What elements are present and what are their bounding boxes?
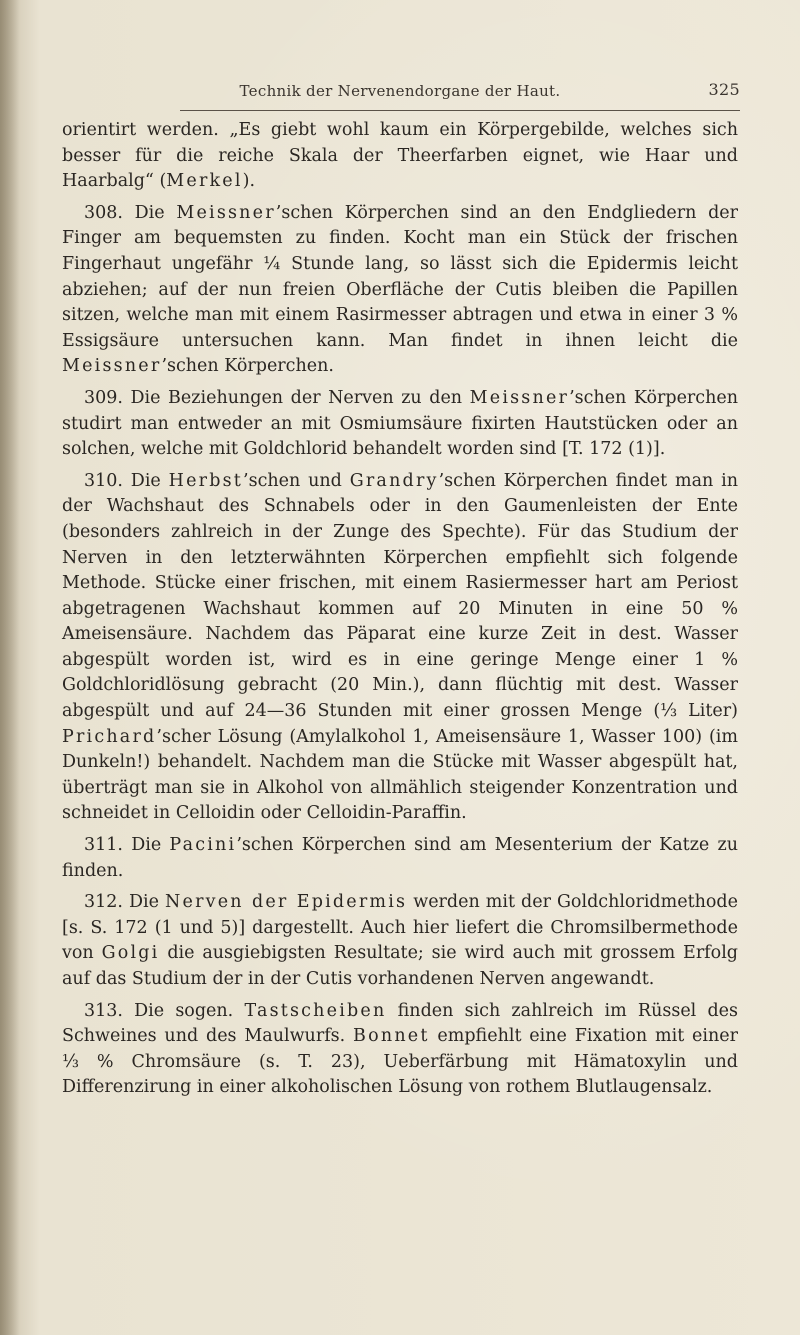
- paragraph-310: 310. Die Herbst’schen und Grandry’schen Körperchen findet man in der Wachshaut des Schnabels oder in den Gaumenleisten der Ente (besonders zahlreich in der Zunge des Spechte). Für das Studium der Nerven in den letzterwähnten Körperchen empfiehlt sich folgende Methode. Stücke einer frischen, mit einem Rasiermesser hart am Periost abgetragenen Wachshaut kommen auf 20 Minuten in eine 50 % Ameisensäure. Nachdem das Päparat eine kurze Zeit in dest. Wasser abgespült worden ist, wird es in eine geringe Menge einer 1 % Goldchloridlösung gebracht (20 Min.), dann flüchtig mit dest. Wasser abgespült und auf 24—36 Stunden mit einer grossen Menge (⅓ Liter) Prichard’scher Lösung (Amylalkohol 1, Ameisensäure 1, Wasser 100) (im Dunkeln!) behandelt. Nachdem man die Stücke mit Wasser abgespült hat, überträgt man sie in Alkohol von allmählich steigender Konzentration und schneidet in Celloidin oder Celloidin-Paraffin.: [62, 470, 738, 824]
- body-text: [62, 118, 738, 1101]
- author-name: Meissner: [176, 202, 276, 223]
- paragraph-313: 313. Die sogen. Tastscheiben finden sich zahlreich im Rüssel des Schweines und des Maulwurfs. Bonnet empfiehlt eine Fixation mit einer ⅓ % Chromsäure (s. T. 23), Ueberfärbung mit Hämatoxylin und Differenzirung in einer alkoholischen Lösung von rothem Blutlaugensalz.: [62, 1000, 739, 1098]
- header-rule: [180, 110, 740, 111]
- emphasized-term: Tastscheiben: [244, 1000, 387, 1021]
- author-name: Pacini: [169, 835, 237, 856]
- running-head: [60, 82, 740, 106]
- paragraph-311: 311. Die Pacini’schen Körperchen sind am Mesenterium der Katze zu finden.: [62, 835, 738, 881]
- paragraph-309: 309. Die Beziehungen der Nerven zu den Meissner’schen Körperchen studirt man entweder an mit Osmiumsäure fixirten Hautstücken oder an solchen, welche mit Goldchlorid behandelt worden sind [T. 172 (1)].: [62, 387, 738, 460]
- author-name: Golgi: [101, 943, 160, 964]
- author-name: Herbst: [168, 470, 244, 491]
- emphasized-term: Nerven der Epidermis: [165, 892, 408, 913]
- author-name: Meissner: [469, 387, 570, 408]
- binding-shadow: [0, 0, 20, 1335]
- author-name: Meissner: [62, 356, 162, 377]
- paragraph-312: 312. Die Nerven der Epidermis werden mit der Goldchloridmethode [s. S. 172 (1 und 5)] dargestellt. Auch hier liefert die Chromsilbermethode von Golgi die ausgiebigsten Resultate; sie wird auch mit grossem Erfolg auf das Studium der in der Cutis vorhandenen Nerven angewandt.: [62, 892, 738, 989]
- author-name: Prichard: [62, 726, 157, 747]
- paragraph-continuation: orientirt werden. „Es giebt wohl kaum ein Körpergebilde, welches sich besser für die reiche Skala der Theerfarben eignet, wie Haar und Haarbalg“ (Merkel).: [62, 120, 738, 192]
- paragraph-308: 308. Die Meissner’schen Körperchen sind an den Endgliedern der Finger am bequemsten zu finden. Kocht man ein Stück der frischen Fingerhaut ungefähr ¼ Stunde lang, so lässt sich die Epidermis leicht abziehen; auf der nun freien Oberfläche der Cutis bleiben die Papillen sitzen, welche man mit einem Rasirmesser abtragen und etwa in einer 3 % Essigsäure untersuchen kann. Man findet in ihnen leicht die Meissner’schen Körperchen.: [62, 202, 739, 377]
- running-title: Technik der Nervenendorgane der Haut.: [239, 82, 561, 100]
- author-name: Grandry: [349, 470, 439, 491]
- author-name: Merkel: [166, 171, 243, 192]
- author-name: Bonnet: [353, 1026, 430, 1047]
- page-number: 325: [708, 80, 740, 99]
